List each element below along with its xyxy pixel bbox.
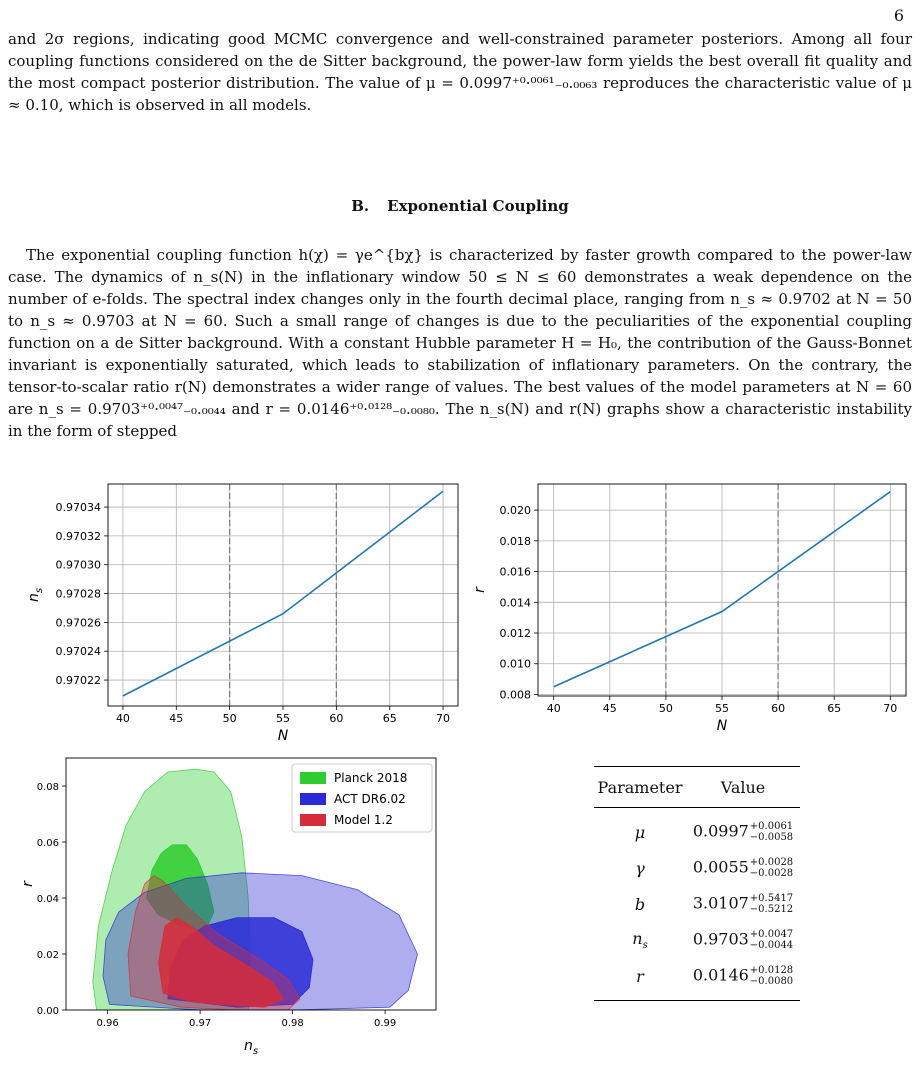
y-tick-label: 0.00 [36, 1006, 59, 1017]
legend [292, 764, 432, 832]
y-tick-label: 0.97024 [55, 645, 101, 659]
x-tick-label: 65 [382, 712, 397, 725]
header-value: Value [720, 777, 766, 797]
r-vs-N-chart [468, 470, 914, 745]
y-tick-label: 0.97030 [55, 558, 101, 572]
table-row [594, 958, 800, 994]
param-symbol: μ [634, 822, 646, 842]
param-value [686, 857, 800, 879]
x-axis-label: N [277, 728, 289, 744]
param-value [686, 821, 800, 843]
y-tick-label: 0.04 [36, 894, 59, 905]
y-tick-label: 0.97026 [55, 616, 101, 630]
value-central: 0.9703 [692, 929, 749, 949]
x-tick-label: 70 [436, 712, 451, 725]
x-axis-label: $n_s$ [243, 1038, 259, 1057]
legend-label: Model 1.2 [334, 813, 393, 827]
legend-label: ACT DR6.02 [334, 792, 406, 806]
param-symbol: $n_s$ [632, 928, 648, 952]
value-errors: +0.0047 −0.0044 [749, 929, 794, 951]
value-central: 0.0997 [692, 821, 749, 841]
value-errors: +0.0128 −0.0080 [749, 965, 794, 987]
x-tick-label: 40 [546, 702, 561, 715]
y-tick-label: 0.97022 [55, 674, 101, 688]
y-axis-label: r [20, 881, 36, 887]
x-tick-label: 0.98 [281, 1018, 304, 1029]
x-tick-label: 40 [115, 712, 130, 725]
y-tick-label: 0.016 [499, 565, 531, 579]
x-tick-label: 45 [602, 702, 617, 715]
x-tick-label: 50 [222, 712, 237, 725]
y-tick-label: 0.014 [499, 596, 531, 610]
para2-text: The exponential coupling function h(χ) = γe^{bχ} is characterized by faster growth compared to the power-law case. The dynamics of n_s(N) in the inflationary window 50 ≤ N ≤ 60 demonstrates a weak dependence on the number of e-folds. The spectral index changes only in the fourth decimal place, ranging from n_s ≈ 0.9702 at N = 50 to n_s ≈ 0.9703 at N = 60. Such a small range of changes is due to the peculiarities of the exponential coupling function on a de Sitter background. With a constant Hubble parameter H = H₀, the contribution of the Gauss-Bonnet invariant is exponentially saturated, which leads to stabilization of inflationary parameters. On the contrary, the tensor-to-scalar ratio r(N) demonstrates a wider range of values. The best values of the model parameters at N = 60 are n_s = 0.9703⁺⁰·⁰⁰⁴⁷₋₀.₀₀₄₄ and r = 0.0146⁺⁰·⁰¹²⁸₋₀.₀₀₈₀. The n_s(N) and r(N) graphs show a characteristic instability in the form of stepped [8, 246, 912, 440]
x-tick-label: 45 [169, 712, 184, 725]
value-errors: +0.0061 −0.0058 [749, 821, 794, 843]
x-tick-label: 0.96 [96, 1018, 119, 1029]
ns-vs-N-chart [18, 470, 468, 745]
x-tick-label: 50 [658, 702, 673, 715]
x-tick-label: 70 [883, 702, 898, 715]
posterior-contour-chart [18, 750, 448, 1060]
intro-paragraph [8, 28, 912, 116]
legend-label: Planck 2018 [334, 771, 408, 785]
x-tick-label: 60 [771, 702, 786, 715]
y-tick-label: 0.020 [499, 504, 531, 518]
y-tick-label: 0.97034 [55, 501, 101, 515]
y-tick-label: 0.010 [499, 657, 531, 671]
legend-swatch [300, 814, 326, 826]
parameter-table [594, 766, 800, 1001]
value-errors: +0.5417 −0.5212 [749, 893, 794, 915]
table-row [594, 922, 800, 958]
header-parameter: Parameter [597, 777, 683, 797]
param-value [686, 965, 800, 987]
x-tick-label: 0.99 [373, 1018, 397, 1029]
y-axis-label: r [472, 587, 488, 593]
y-axis-label: $n_s$ [26, 587, 45, 603]
value-errors: +0.0028 −0.0028 [749, 857, 794, 879]
section-number: B. [351, 197, 370, 215]
param-symbol: b [634, 894, 646, 914]
param-value [686, 893, 800, 915]
table-row [594, 850, 800, 886]
legend-swatch [300, 793, 326, 805]
x-axis-label: N [716, 718, 728, 734]
legend-swatch [300, 772, 326, 784]
x-tick-label: 55 [276, 712, 290, 725]
y-tick-label: 0.97028 [55, 587, 101, 601]
table-header-row [594, 767, 800, 807]
y-axis-label-sub: s [34, 587, 45, 594]
x-axis-label-sub: s [252, 1046, 259, 1057]
body-paragraph [8, 244, 912, 442]
x-tick-label: 65 [827, 702, 842, 715]
x-tick-label: 0.97 [188, 1018, 212, 1029]
page-number: 6 [893, 6, 904, 25]
y-tick-label: 0.02 [36, 950, 59, 961]
value-central: 0.0146 [692, 965, 749, 985]
x-tick-label: 55 [715, 702, 729, 715]
y-tick-label: 0.06 [36, 838, 59, 849]
y-tick-label: 0.012 [499, 627, 531, 641]
table-bottom-rule [594, 1000, 800, 1001]
y-tick-label: 0.008 [499, 688, 531, 702]
value-central: 3.0107 [692, 893, 749, 913]
table-row [594, 886, 800, 922]
x-tick-label: 60 [329, 712, 344, 725]
param-symbol: r [636, 966, 644, 986]
param-symbol: γ [635, 858, 645, 878]
table-row [594, 814, 800, 850]
y-tick-label: 0.018 [499, 534, 531, 548]
para1-text: and 2σ regions, indicating good MCMC convergence and well-constrained parameter posteriors. Among all four coupling functions considered on the de Sitter background, the power-law form yields the best overall fit quality and the most compact posterior distribution. The value of μ = 0.0997⁺⁰·⁰⁰⁶¹₋₀.₀₀₆₃ reproduces the characteristic value of μ ≈ 0.10, which is observed in all models. [8, 30, 912, 114]
y-tick-label: 0.97032 [55, 529, 101, 543]
value-central: 0.0055 [692, 857, 749, 877]
param-value [686, 929, 800, 951]
section-heading [0, 197, 920, 215]
y-tick-label: 0.08 [36, 782, 59, 793]
section-title: Exponential Coupling [387, 197, 569, 215]
